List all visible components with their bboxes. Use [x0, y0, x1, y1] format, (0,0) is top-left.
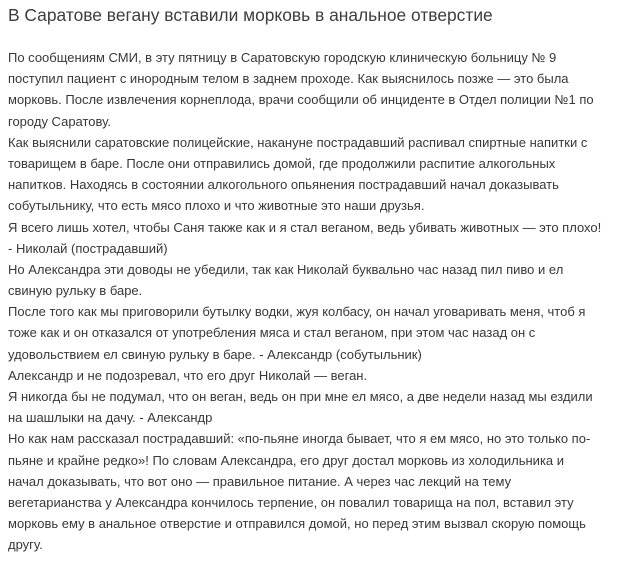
article-line: другу. — [8, 537, 43, 553]
article-line: Как выяснили саратовские полицейские, накануне пострадавший распивал спиртные напитки с — [8, 134, 588, 150]
article-body — [8, 47, 636, 556]
article-line: морковь. После извлечения корнеплода, врачи сообщили об инциденте в Отдел полиции №1 по — [8, 92, 594, 108]
quote-line: удовольствием ел свиную рульку в баре. - Александр (собутыльник) — [8, 346, 422, 362]
article-line: вегетарианства у Александра кончилось терпение, он повалил товарища на пол, вставил эту — [8, 494, 574, 510]
quote-line: тоже как и он отказался от употребления мяса и стал веганом, при этом час назад он с — [8, 325, 536, 341]
article-line: поступил пациент с инородным телом в заднем проходе. Как выяснилось позже — это была — [8, 71, 569, 87]
quote-attribution: - Николай (пострадавший) — [8, 240, 168, 256]
article-line: напитков. Находясь в состоянии алкогольного опьянения пострадавший начал доказывать — [8, 177, 559, 193]
quote-line: После того как мы приговорили бутылку водки, жуя колбасу, он начал уговаривать меня, чтоб я — [8, 304, 586, 320]
article-line: начал доказывать, что вот оно — правильное питание. А через час лекций на тему — [8, 473, 512, 489]
article-line: Но как нам рассказал пострадавший: «по-пьяне иногда бывает, что я ем мясо, но это только по- — [8, 431, 591, 447]
article-line: товарищем в баре. После они отправились домой, где продолжили распитие алкогольных — [8, 155, 556, 171]
article-line: Александр и не подозревал, что его друг Николай — веган. — [8, 367, 368, 383]
quote-line: Я никогда бы не подумал, что он веган, ведь он при мне ел мясо, а две недели назад мы ездили — [8, 389, 593, 404]
quote-line: на шашлыки на дачу. - Александр — [8, 410, 213, 426]
article-line: собутыльнику, что есть мясо плохо и что животные это наши друзья. — [8, 198, 425, 214]
quote-line: Я всего лишь хотел, чтобы Саня также как и я стал веганом, ведь убивать животных — это плохо! — [8, 219, 602, 235]
article-line: свиную рульку в баре. — [8, 283, 143, 299]
article-line: Но Александра эти доводы не убедили, так как Николай буквально час назад пил пиво и ел — [8, 261, 564, 277]
article — [8, 0, 636, 556]
article-line: морковь ему в анальное отверстие и отправился домой, но перед этим вызвал скорую помощь — [8, 516, 586, 532]
article-line: пьяне и крайне редко»! По словам Александра, его друг достал морковь из холодильника и — [8, 452, 565, 468]
article-line: По сообщениям СМИ, в эту пятницу в Саратовскую городскую клиническую больницу № 9 — [8, 50, 557, 65]
article-line: городу Саратову. — [8, 113, 111, 129]
article-headline: В Саратове вегану вставили морковь в анальное отверстие — [8, 5, 493, 25]
